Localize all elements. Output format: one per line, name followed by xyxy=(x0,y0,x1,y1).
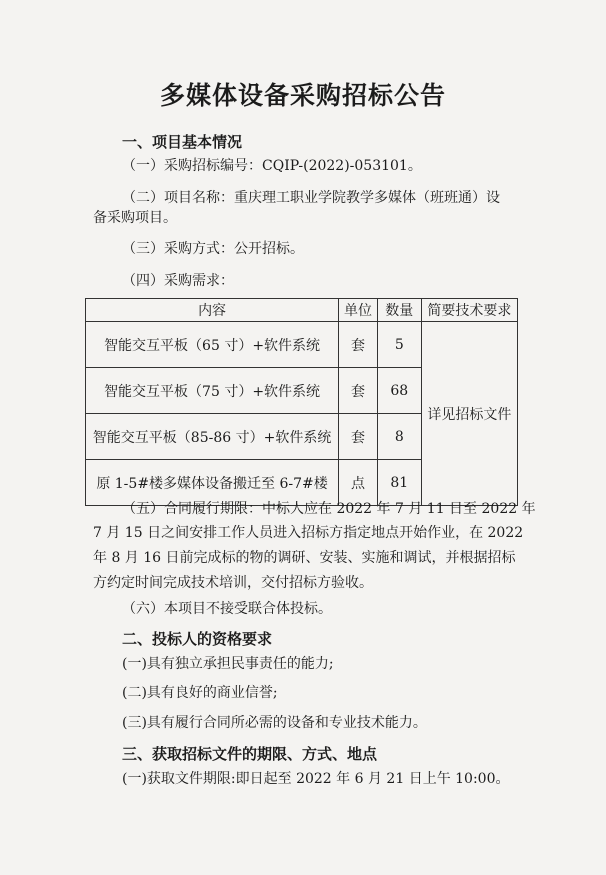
cell-content: 智能交互平板（85-86 寸）+软件系统 xyxy=(86,414,339,460)
table-header-tech: 简要技术要求 xyxy=(421,299,517,322)
cell-content: 原 1-5#楼多媒体设备搬迁至 6-7#楼 xyxy=(86,460,339,506)
section1-item1: （一）采购招标编号：CQIP-(2022)-053101。 xyxy=(122,158,422,174)
cell-qty: 81 xyxy=(377,460,421,506)
section1-item6: （六）本项目不接受联合体投标。 xyxy=(122,601,332,617)
section1-item5-line3: 年 8 月 16 日前完成标的物的调研、安装、实施和调试，并根据招标 xyxy=(93,550,516,566)
table-header-row xyxy=(86,299,518,322)
section1-item2-line2: 备采购项目。 xyxy=(93,210,177,226)
cell-tech-note: 详见招标文件 xyxy=(421,322,517,506)
table-header-qty: 数量 xyxy=(377,299,421,322)
table-header-content: 内容 xyxy=(86,299,339,322)
section2-item2: (二)具有良好的商业信誉; xyxy=(122,685,278,701)
section3-item1: (一)获取文件期限:即日起至 2022 年 6 月 21 日上午 10:00。 xyxy=(122,771,510,787)
section3-heading: 三、获取招标文件的期限、方式、地点 xyxy=(122,745,378,763)
document-title: 多媒体设备采购招标公告 xyxy=(159,81,446,110)
section1-item4: （四）采购需求： xyxy=(122,273,234,289)
cell-unit: 套 xyxy=(339,368,378,414)
section2-item3: (三)具有履行合同所必需的设备和专业技术能力。 xyxy=(122,715,427,731)
section1-item5-line2: 7 月 15 日之间安排工作人员进入招标方指定地点开始作业，在 2022 xyxy=(93,525,524,541)
section1-item5-line1: （五）合同履行期限：中标人应在 2022 年 7 月 11 日至 2022 年 xyxy=(122,501,536,517)
section1-heading: 一、项目基本情况 xyxy=(122,133,243,151)
procurement-table xyxy=(85,298,518,506)
section1-item3: （三）采购方式：公开招标。 xyxy=(122,241,304,257)
cell-qty: 8 xyxy=(377,414,421,460)
section1-item2-line1: （二）项目名称：重庆理工职业学院教学多媒体（班班通）设 xyxy=(122,190,500,206)
cell-content: 智能交互平板（75 寸）+软件系统 xyxy=(86,368,339,414)
cell-content: 智能交互平板（65 寸）+软件系统 xyxy=(86,322,339,368)
table-row xyxy=(86,322,518,368)
table-header-unit: 单位 xyxy=(339,299,378,322)
cell-qty: 5 xyxy=(377,322,421,368)
section2-item1: (一)具有独立承担民事责任的能力; xyxy=(122,656,334,672)
section2-heading: 二、投标人的资格要求 xyxy=(122,630,273,648)
cell-unit: 套 xyxy=(339,414,378,460)
section1-item5-line4: 方约定时间完成技术培训，交付招标方验收。 xyxy=(93,575,373,591)
cell-unit: 套 xyxy=(339,322,378,368)
cell-unit: 点 xyxy=(339,460,378,506)
cell-qty: 68 xyxy=(377,368,421,414)
